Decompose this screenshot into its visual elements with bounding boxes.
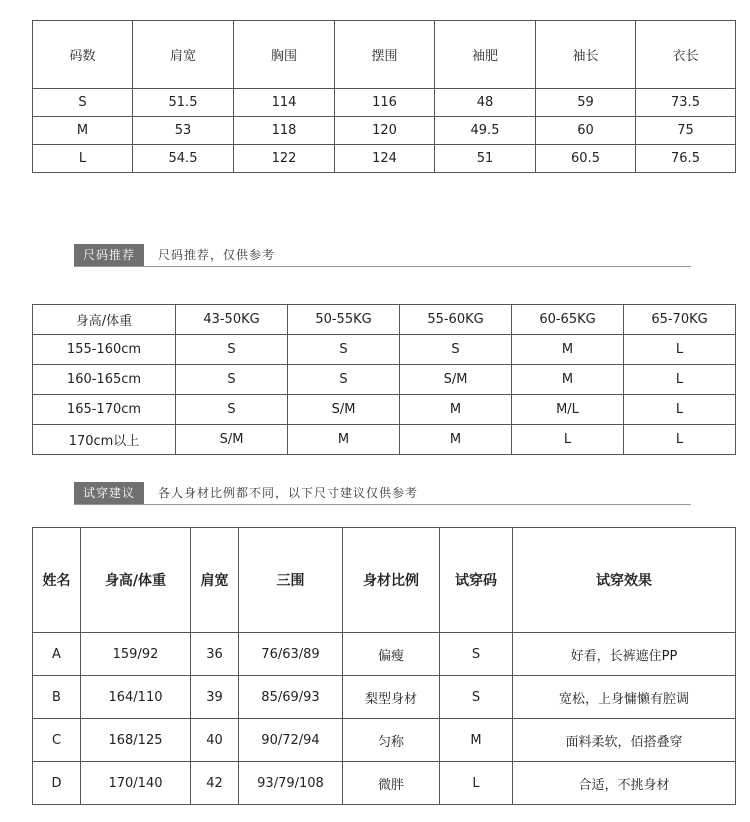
table-cell: 120 — [335, 117, 435, 145]
table-cell: 36 — [191, 633, 239, 676]
table-cell: 85/69/93 — [239, 676, 343, 719]
header-length: 衣长 — [636, 21, 736, 89]
table-cell: 梨型身材 — [343, 676, 440, 719]
table-cell: 76.5 — [636, 145, 736, 173]
table-cell: 好看，长裤遮住PP — [513, 633, 736, 676]
measurement-table — [32, 20, 736, 173]
table-cell: L — [624, 335, 736, 365]
table-cell: L — [512, 425, 624, 455]
table-cell: L — [624, 395, 736, 425]
table-row — [33, 117, 736, 145]
table-cell: 51.5 — [133, 89, 234, 117]
table-cell: 75 — [636, 117, 736, 145]
table-header-row — [33, 528, 736, 633]
table-cell: 偏瘦 — [343, 633, 440, 676]
table-cell: 170cm以上 — [33, 425, 176, 455]
table-cell: 49.5 — [435, 117, 536, 145]
header-sleeve-length: 袖长 — [536, 21, 636, 89]
table-cell: L — [440, 762, 513, 805]
header-weight-range: 60-65KG — [512, 305, 624, 335]
table-cell: 170/140 — [81, 762, 191, 805]
table-cell: 164/110 — [81, 676, 191, 719]
table-row — [33, 762, 736, 805]
table-row — [33, 425, 736, 455]
table-cell: 116 — [335, 89, 435, 117]
table-row — [33, 395, 736, 425]
table-cell: 合适，不挑身材 — [513, 762, 736, 805]
table-cell: 40 — [191, 719, 239, 762]
table-cell: 159/92 — [81, 633, 191, 676]
table-row — [33, 335, 736, 365]
table-row — [33, 719, 736, 762]
section-description: 各人身材比例都不同，以下尺寸建议仅供参考 — [158, 486, 419, 500]
table-cell: 124 — [335, 145, 435, 173]
table-cell: S — [440, 676, 513, 719]
table-cell: S — [288, 335, 400, 365]
table-row — [33, 633, 736, 676]
table-cell: 51 — [435, 145, 536, 173]
table-cell: D — [33, 762, 81, 805]
table-cell: M — [440, 719, 513, 762]
table-cell: L — [624, 425, 736, 455]
table-cell: 168/125 — [81, 719, 191, 762]
table-cell: 59 — [536, 89, 636, 117]
table-cell: 114 — [234, 89, 335, 117]
table-cell: 160-165cm — [33, 365, 176, 395]
table-row — [33, 365, 736, 395]
table-cell: B — [33, 676, 81, 719]
header-weight-range: 55-60KG — [400, 305, 512, 335]
table-row — [33, 89, 736, 117]
table-cell: 面料柔软，佰搭叠穿 — [513, 719, 736, 762]
table-cell: M — [512, 335, 624, 365]
header-weight-range: 65-70KG — [624, 305, 736, 335]
recommendation-table — [32, 304, 736, 455]
header-weight-range: 43-50KG — [176, 305, 288, 335]
table-cell: M — [288, 425, 400, 455]
table-cell: S/M — [400, 365, 512, 395]
table-cell: S — [400, 335, 512, 365]
table-cell: 93/79/108 — [239, 762, 343, 805]
table-cell: A — [33, 633, 81, 676]
table-cell: M/L — [512, 395, 624, 425]
table-cell: L — [33, 145, 133, 173]
table-cell: 微胖 — [343, 762, 440, 805]
header-name: 姓名 — [33, 528, 81, 633]
header-chest: 胸围 — [234, 21, 335, 89]
table-cell: M — [33, 117, 133, 145]
table-cell: 73.5 — [636, 89, 736, 117]
table-cell: 90/72/94 — [239, 719, 343, 762]
table-row — [33, 676, 736, 719]
header-sleeve-width: 袖肥 — [435, 21, 536, 89]
header-tryon-size: 试穿码 — [440, 528, 513, 633]
table-cell: S/M — [288, 395, 400, 425]
section-description: 尺码推荐，仅供参考 — [158, 248, 276, 262]
section-header-recommend — [74, 244, 691, 267]
table-cell: 48 — [435, 89, 536, 117]
table-cell: 匀称 — [343, 719, 440, 762]
header-shoulder: 肩宽 — [191, 528, 239, 633]
table-cell: 60 — [536, 117, 636, 145]
table-cell: M — [400, 395, 512, 425]
header-height-weight: 身高/体重 — [33, 305, 176, 335]
table-cell: S — [440, 633, 513, 676]
table-cell: 118 — [234, 117, 335, 145]
table-cell: S — [176, 395, 288, 425]
header-weight-range: 50-55KG — [288, 305, 400, 335]
table-header-row — [33, 305, 736, 335]
table-cell: 宽松，上身慵懒有腔调 — [513, 676, 736, 719]
section-tag: 尺码推荐 — [74, 244, 144, 266]
tryon-table — [32, 527, 736, 805]
table-cell: C — [33, 719, 81, 762]
header-height-weight: 身高/体重 — [81, 528, 191, 633]
header-size: 码数 — [33, 21, 133, 89]
table-cell: 42 — [191, 762, 239, 805]
table-cell: S — [176, 335, 288, 365]
table-cell: 60.5 — [536, 145, 636, 173]
table-cell: 39 — [191, 676, 239, 719]
section-header-tryon — [74, 482, 691, 505]
table-cell: 53 — [133, 117, 234, 145]
table-cell: S — [33, 89, 133, 117]
table-cell: S/M — [176, 425, 288, 455]
table-cell: 155-160cm — [33, 335, 176, 365]
header-tryon-effect: 试穿效果 — [513, 528, 736, 633]
header-measurements: 三围 — [239, 528, 343, 633]
header-body-type: 身材比例 — [343, 528, 440, 633]
table-cell: S — [288, 365, 400, 395]
table-cell: M — [512, 365, 624, 395]
table-header-row — [33, 21, 736, 89]
table-cell: L — [624, 365, 736, 395]
table-cell: 76/63/89 — [239, 633, 343, 676]
table-cell: M — [400, 425, 512, 455]
section-tag: 试穿建议 — [74, 482, 144, 504]
table-cell: 165-170cm — [33, 395, 176, 425]
table-row — [33, 145, 736, 173]
table-cell: 54.5 — [133, 145, 234, 173]
table-cell: S — [176, 365, 288, 395]
table-cell: 122 — [234, 145, 335, 173]
header-hem: 摆围 — [335, 21, 435, 89]
header-shoulder: 肩宽 — [133, 21, 234, 89]
